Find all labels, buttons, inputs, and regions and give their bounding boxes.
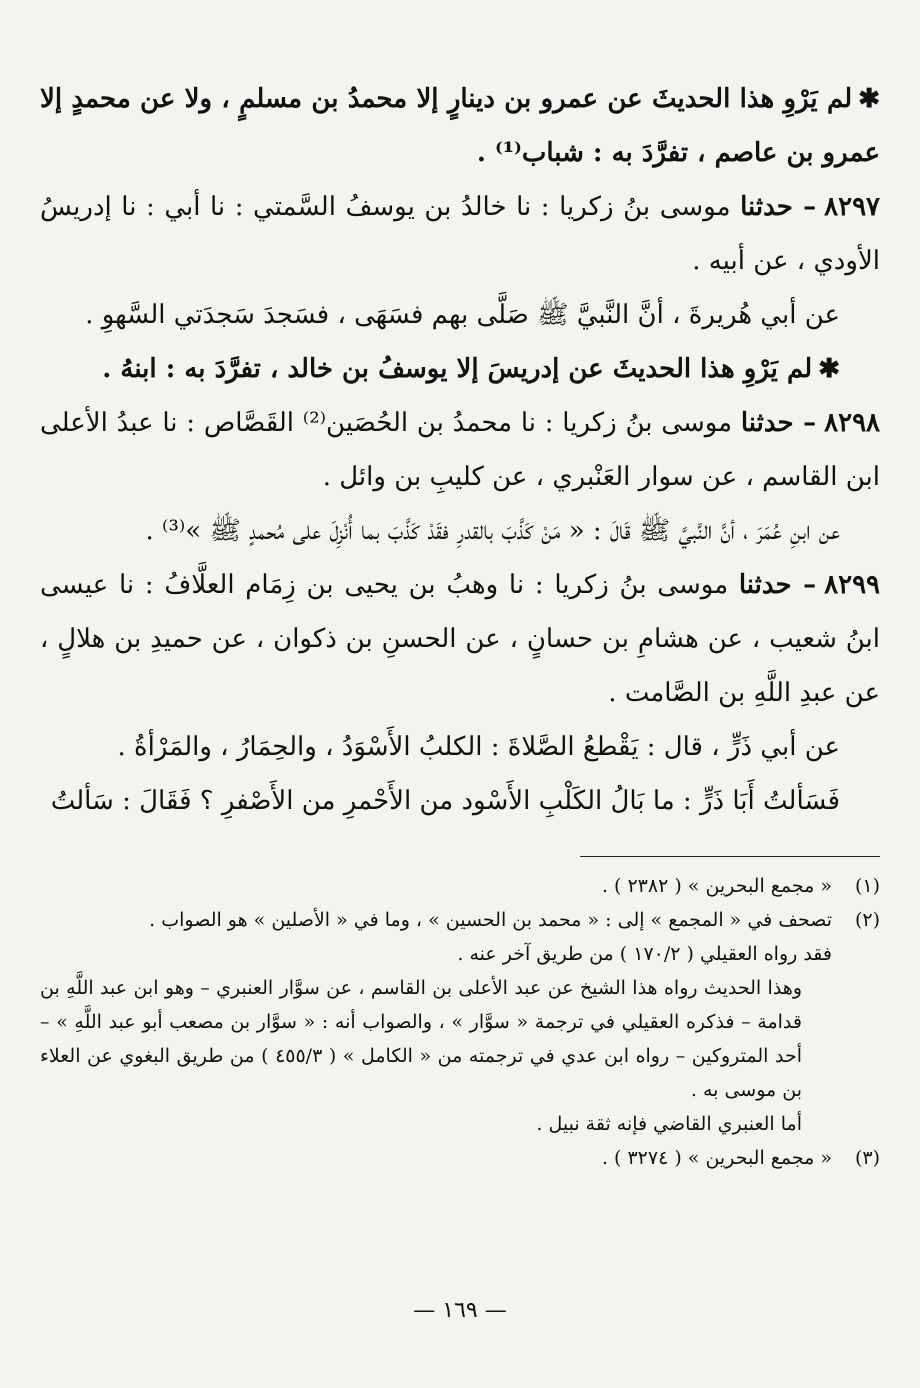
page-number: — ١٦٩ —	[413, 1298, 507, 1323]
footnote-text: « مجمع البحرين » ( ٣٢٧٤ ) .	[601, 1147, 832, 1169]
footnotes	[40, 869, 880, 1175]
hadith-lead: – حدثنا	[740, 192, 817, 222]
hadith-8298-matn: عن ابنِ عُمَرَ ، أنَّ النَّبيَّ ﷺ قَالَ : « مَنْ كَذَّبَ بالقدرِ فقَدْ كَذَّبَ بما أُنْزِلَ على مُحمدٍ ﷺ »⁽³⁾ .	[145, 516, 840, 546]
editor-note-2	[40, 342, 880, 396]
footnote-2-paragraph-3: أما العنبري القاضي فإنه ثقة نبيل .	[536, 1113, 802, 1135]
note-text: لم يَرْوِ هذا الحديثَ عن عمرو بن دينارٍ إلا محمدُ بن مسلمٍ ، ولا عن محمدٍ إلا عمرو بن عاصم ، تفرَّدَ به : شباب⁽¹⁾ .	[40, 84, 880, 168]
footnote-number: (٢)	[854, 909, 880, 931]
footnote-2-paragraph-2: وهذا الحديث رواه هذا الشيخ عن عبد الأعلى بن القاسم ، عن سوَّار العنبري – وهو ابن عبد اللَّهِ بن قدامة – فذكره العقيلي في ترجمة « سوَّار » ، والصواب أنه : « سوَّار بن مصعب أبو عبد اللَّهِ » – أحد المتروكين – رواه ابن عدي في ترجمته من « الكامل » ( ٤٥٥/٣ ) من طريق البغوي عن العلاء بن موسى به .	[40, 977, 802, 1101]
editor-note-1	[40, 72, 880, 180]
footnote-number: (٣)	[854, 1147, 880, 1169]
note-text: لم يَرْوِ هذا الحديثَ عن إدريسَ إلا يوسفُ بن خالد ، تفرَّدَ به : ابنهُ .	[102, 354, 813, 384]
page	[40, 72, 880, 1175]
footnote-separator	[580, 856, 880, 857]
footnote-1	[40, 869, 880, 903]
hadith-8298-isnad	[40, 396, 880, 504]
hadith-8299-matn-1: عن أبي ذَرٍّ ، قال : يَقْطعُ الصَّلاةَ : الكلبُ الأَسْوَدُ ، والحِمَارُ ، والمَرْأةُ .	[117, 732, 840, 762]
main-text	[40, 72, 880, 828]
hadith-8297-isnad	[40, 180, 880, 288]
hadith-number: ٨٢٩٨	[824, 408, 880, 438]
footnote-number: (١)	[854, 875, 880, 897]
star-marker: ✱	[818, 354, 840, 384]
hadith-lead: – حدثنا	[738, 570, 817, 600]
footnote-2-line-2: فقد رواه العقيلي ( ١٧٠/٢ ) من طريق آخر عنه .	[457, 943, 832, 965]
footnote-text: تصحف في « المجمع » إلى : « محمد بن الحسين » ، وما في « الأصلين » هو الصواب .	[149, 909, 832, 931]
isnad-text: موسى بنُ زكريا : نا وهبُ بن يحيى بن زِمَام العلَّافُ : نا عيسى ابنُ شعيب ، عن هشامِ بن حسانٍ ، عن الحسنِ بن ذكوان ، عن حميدِ بن هلالٍ ، عن عبدِ اللَّهِ بن الصَّامت .	[40, 570, 880, 708]
footnote-text: « مجمع البحرين » ( ٢٣٨٢ ) .	[601, 875, 832, 897]
isnad-text: موسى بنُ زكريا : نا خالدُ بن يوسفُ السَّمتي : نا أبي : نا إدريسُ الأودي ، عن أبيه .	[40, 192, 880, 276]
isnad-text: موسى بنُ زكريا : نا محمدُ بن الحُصَين⁽²⁾ القَصَّاص : نا عبدُ الأعلى ابن القاسم ، عن سوار العَنْبري ، عن كليبِ بن وائل .	[40, 408, 880, 492]
hadith-8299-isnad	[40, 558, 880, 720]
hadith-8297-matn: عن أبي هُريرةَ ، أنَّ النَّبيَّ ﷺ صَلَّى بهم فسَهَى ، فسَجدَ سَجدَتي السَّهوِ .	[85, 300, 840, 330]
hadith-8299-matn-2: فَسَألتُ أَبَا ذَرٍّ : ما بَالُ الكَلْبِ الأَسْود من الأَحْمرِ من الأَصْفرِ ؟ فَقَالَ : سَألتُ	[50, 786, 840, 816]
star-marker: ✱	[858, 84, 880, 114]
hadith-number: ٨٢٩٩	[824, 570, 880, 600]
hadith-lead: – حدثنا	[740, 408, 817, 438]
footnote-3	[40, 1141, 880, 1175]
hadith-number: ٨٢٩٧	[824, 192, 881, 222]
footnote-2	[40, 903, 880, 937]
